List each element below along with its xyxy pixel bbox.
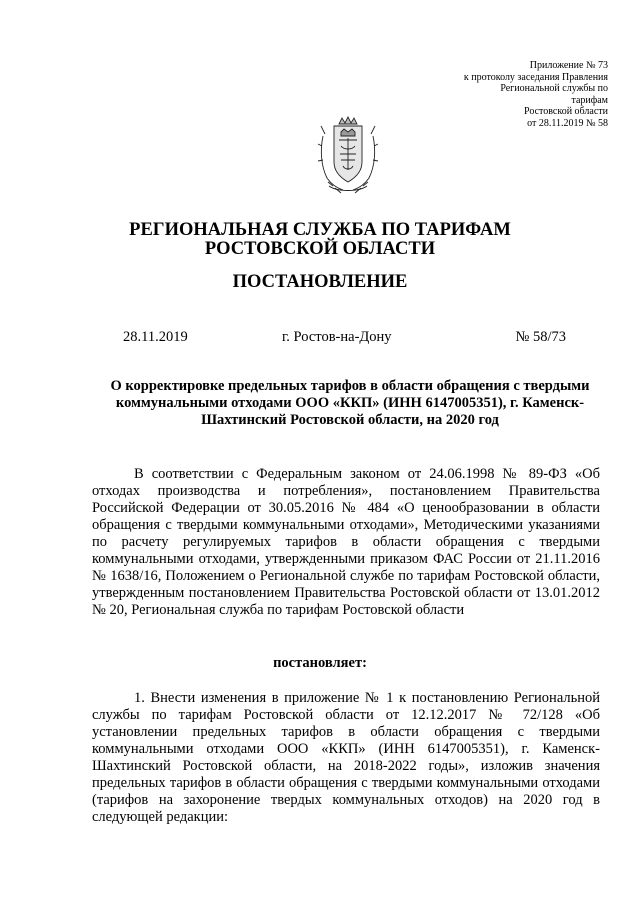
appendix-line: Региональной службы по	[500, 83, 608, 95]
document-subject: О корректировке предельных тарифов в области обращения с твердыми коммунальными отходами ООО «ККП» (ИНН 6147005351), г. Каменск-Шахтинский Ростовской области, на 2020 год	[110, 378, 590, 428]
decree-word: постановляет:	[273, 655, 367, 671]
document-date: 28.11.2019	[123, 329, 188, 345]
item-1-paragraph: 1. Внести изменения в приложение № 1 к постановлению Региональной службы по тарифам Ростовской области от 12.12.2017 № 72/128 «Об установлении предельных тарифов в области обращения с твердыми коммунальными отходами ООО «ККП» (ИНН 6147005351), г. Каменск-Шахтинский Ростовской области, на 2018-2022 годы», изложив значения предельных тарифов в области обращения с твердыми коммунальными отходами (тарифов на захоронение твердых коммунальных отходов) на 2020 год в следующей редакции:	[92, 690, 600, 825]
appendix-line: от 28.11.2019 № 58	[527, 117, 608, 129]
preamble-paragraph: В соответствии с Федеральным законом от 24.06.1998 № 89-ФЗ «Об отходах производства и потребления», постановлением Правительства Российской Федерации от 30.05.2016 № 484 «О ценообразовании в области обращения с твердыми коммунальными отходами», Методическими указаниями по расчету регулируемых тарифов в области обращения с твердыми коммунальными отходами, утвержденными приказом ФАС России от 21.11.2016 № 1638/16, Положением о Региональной службе по тарифам Ростовской области, утвержденным постановлением Правительства Ростовской области от 13.01.2012 № 20, Региональная служба по тарифам Ростовской области	[92, 466, 600, 618]
organization-name-line2: РОСТОВСКОЙ ОБЛАСТИ	[204, 239, 436, 259]
coat-of-arms-emblem	[317, 116, 379, 194]
document-number: № 58/73	[515, 329, 566, 345]
appendix-line: Ростовской области	[524, 106, 608, 118]
appendix-line: тарифам	[571, 94, 608, 106]
document-city: г. Ростов-на-Дону	[282, 329, 392, 345]
document-type: ПОСТАНОВЛЕНИЕ	[232, 272, 408, 292]
appendix-note	[408, 60, 608, 130]
organization-name-line1: РЕГИОНАЛЬНАЯ СЛУЖБА ПО ТАРИФАМ	[129, 220, 511, 240]
appendix-line: к протоколу заседания Правления	[463, 71, 608, 83]
appendix-line: Приложение № 73	[529, 60, 608, 71]
